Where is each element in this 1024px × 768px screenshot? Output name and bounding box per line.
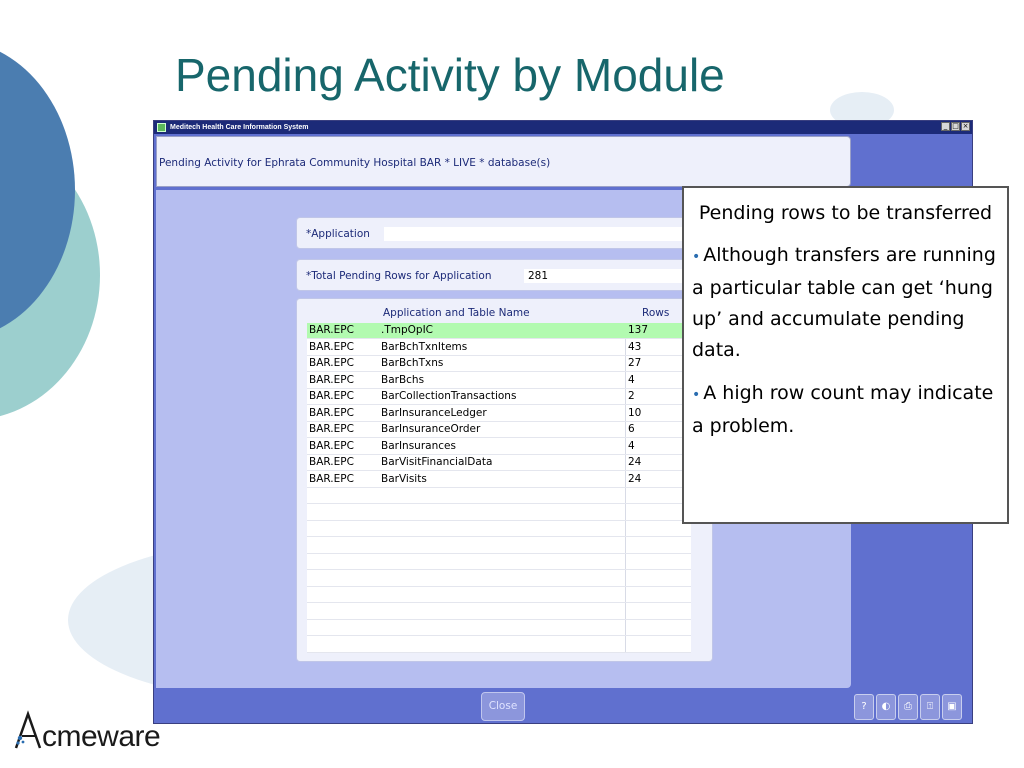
cell-row-count: 43 — [628, 340, 642, 353]
print-icon[interactable]: ⎙ — [898, 694, 918, 720]
total-rows-value: 281 — [528, 270, 549, 282]
table-row[interactable] — [307, 604, 691, 620]
application-input[interactable] — [384, 227, 704, 241]
column-header-rows: Rows — [642, 307, 670, 319]
table-row[interactable] — [307, 488, 691, 504]
total-rows-field-group — [296, 259, 713, 291]
cell-table-name: BarBchTxns — [381, 357, 444, 369]
pending-table[interactable] — [307, 323, 691, 653]
table-row[interactable] — [307, 472, 691, 488]
table-row[interactable] — [307, 554, 691, 570]
cell-application: BAR.EPC — [309, 324, 354, 336]
table-row[interactable] — [307, 455, 691, 471]
bullet-icon: • — [692, 387, 701, 403]
application-label: *Application — [306, 228, 370, 240]
callout-bullet-text: A high row count may indicate a problem. — [692, 382, 994, 437]
column-header-name: Application and Table Name — [383, 307, 530, 319]
window-titlebar[interactable] — [154, 121, 972, 134]
info-icon[interactable]: ◐ — [876, 694, 896, 720]
callout-title: Pending rows to be transferred — [698, 202, 993, 224]
application-field-group — [296, 217, 713, 249]
cell-table-name: BarVisits — [381, 472, 427, 485]
close-window-button[interactable]: × — [962, 122, 969, 130]
logo-text: cmeware — [42, 720, 161, 753]
cell-row-count: 27 — [628, 357, 642, 369]
table-row[interactable] — [307, 422, 691, 438]
help-icon[interactable]: ? — [854, 694, 874, 720]
slide-title: Pending Activity by Module — [175, 49, 725, 101]
total-rows-label: *Total Pending Rows for Application — [306, 270, 492, 282]
cell-table-name: BarVisitFinancialData — [381, 456, 493, 468]
cell-application: BAR.EPC — [309, 423, 354, 435]
window-controls — [941, 122, 970, 131]
cell-application: BAR.EPC — [309, 373, 354, 386]
pending-table-panel — [296, 298, 713, 662]
cell-row-count: 10 — [628, 406, 642, 419]
cell-row-count: 2 — [628, 390, 635, 402]
cell-row-count: 24 — [628, 472, 642, 485]
window-title: Meditech Health Care Information System — [170, 124, 309, 131]
cell-table-name: BarInsuranceLedger — [381, 406, 487, 419]
cell-row-count: 137 — [628, 324, 649, 336]
cell-table-name: BarBchs — [381, 373, 425, 386]
callout-bullet — [692, 240, 999, 366]
table-row[interactable] — [307, 521, 691, 537]
table-row[interactable] — [307, 340, 691, 356]
table-row[interactable] — [307, 323, 691, 339]
table-row[interactable] — [307, 373, 691, 389]
bullet-icon: • — [692, 249, 701, 265]
table-row[interactable] — [307, 587, 691, 603]
cell-table-name: BarCollectionTransactions — [381, 390, 517, 402]
cell-row-count: 4 — [628, 373, 635, 386]
header-panel — [156, 136, 851, 187]
cell-row-count: 4 — [628, 439, 635, 452]
cell-table-name: BarInsuranceOrder — [381, 423, 481, 435]
callout-bullet — [692, 378, 999, 442]
total-rows-input[interactable] — [524, 269, 704, 283]
screen-icon[interactable]: ▣ — [942, 694, 962, 720]
table-row[interactable] — [307, 389, 691, 405]
cell-table-name: BarInsurances — [381, 439, 456, 452]
cell-application: BAR.EPC — [309, 390, 354, 402]
acmeware-logo — [12, 708, 202, 758]
cell-table-name: BarBchTxnItems — [381, 340, 468, 353]
table-row[interactable] — [307, 505, 691, 521]
cell-table-name: .TmpOpIC — [381, 324, 434, 336]
cell-row-count: 24 — [628, 456, 642, 468]
app-icon — [157, 123, 166, 132]
table-row[interactable] — [307, 571, 691, 587]
cell-application: BAR.EPC — [309, 340, 354, 353]
save-icon[interactable]: ⍐ — [920, 694, 940, 720]
cell-application: BAR.EPC — [309, 472, 354, 485]
table-row[interactable] — [307, 637, 691, 653]
callout-bullet-text: Although transfers are running a particular table can get ‘hung up’ and accumulate pending data. — [692, 244, 996, 361]
header-text: Pending Activity for Ephrata Community Hospital BAR * LIVE * database(s) — [159, 157, 551, 169]
table-row[interactable] — [307, 406, 691, 422]
callout-box — [682, 186, 1009, 524]
cell-application: BAR.EPC — [309, 406, 354, 419]
cell-application: BAR.EPC — [309, 357, 354, 369]
table-row[interactable] — [307, 620, 691, 636]
minimize-button[interactable]: _ — [941, 122, 950, 131]
cell-application: BAR.EPC — [309, 456, 354, 468]
maximize-button[interactable]: □ — [952, 122, 959, 130]
table-row[interactable] — [307, 439, 691, 455]
cell-application: BAR.EPC — [309, 439, 354, 452]
table-row[interactable] — [307, 538, 691, 554]
table-row[interactable] — [307, 356, 691, 372]
cell-row-count: 6 — [628, 423, 635, 435]
close-button[interactable]: Close — [481, 692, 525, 721]
